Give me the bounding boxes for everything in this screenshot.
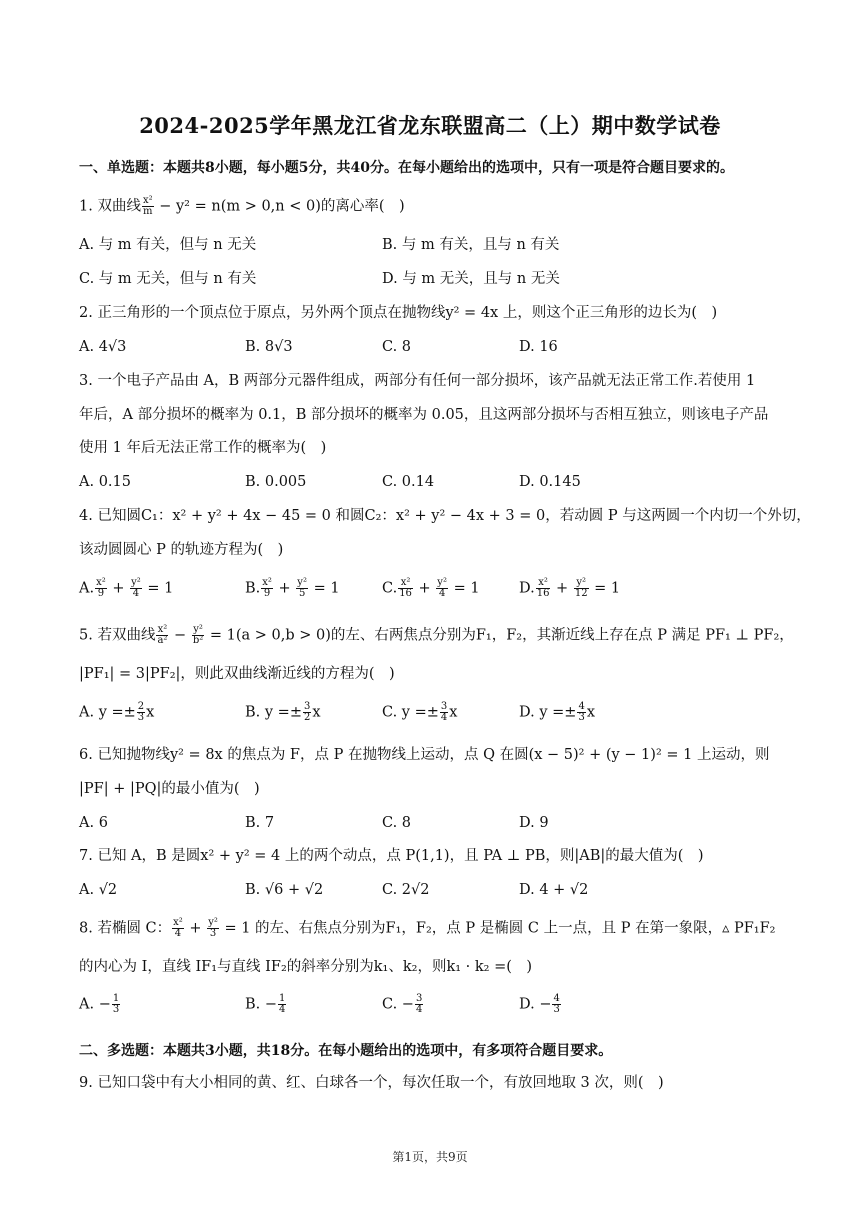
q3-option-b[interactable]: B. 0.005	[245, 474, 307, 490]
q5-option-b[interactable]: B. y =± $\frac{3}{2}$ x	[245, 701, 321, 723]
question-3-line-1: 3. 一个电子产品由 A，B 两部分元器件组成，两部分有任何一部分损坏，该产品就无法正常工作.若使用 1	[79, 373, 756, 389]
q1-option-d[interactable]: D. 与 m 无关，且与 n 无关	[382, 271, 560, 287]
question-8-line-2: 的内心为 I，直线 IF₁与直线 IF₂的斜率分别为k₁、k₂，则k₁ · k₂ =( )	[79, 959, 533, 975]
q2-options	[79, 337, 799, 361]
q4-option-b[interactable]: B. $\frac{\text{x²}}{9}$ + $\frac{\text{y²}}{5}$ = 1	[245, 577, 340, 599]
section-multiple-choice-heading: 二、多选题：本题共3小题，共18分。在每小题给出的选项中，有多项符合题目要求。	[79, 1043, 613, 1059]
q1-prefix: 1. 双曲线	[79, 198, 141, 215]
question-7: 7. 已知 A，B 是圆x² + y² = 4 上的两个动点，点 P(1,1)，且 PA ⊥ PB，则|AB|的最大值为( )	[79, 848, 704, 864]
q8-option-d[interactable]: D. − $\frac{4}{3}$	[519, 993, 560, 1015]
q6-option-c[interactable]: C. 8	[382, 815, 412, 831]
question-5-line-2: |PF₁| = 3|PF₂|，则此双曲线渐近线的方程为( )	[79, 666, 395, 682]
question-4-line-1: 4. 已知圆C₁：x² + y² + 4x − 45 = 0 和圆C₂：x² + y² − 4x + 3 = 0，若动圆 P 与这两圆一个内切一个外切，	[79, 508, 811, 524]
q4-option-c[interactable]: C. $\frac{\text{x²}}{16}$ + $\frac{\text{y²}}{4}$ = 1	[382, 577, 480, 599]
q3-options	[79, 472, 799, 496]
q8-option-a[interactable]: A. − $\frac{1}{3}$	[79, 993, 120, 1015]
q1-option-b[interactable]: B. 与 m 有关，且与 n 有关	[382, 237, 560, 253]
q5-options	[79, 702, 799, 726]
q7-option-c[interactable]: C. 2√2	[382, 882, 430, 898]
question-2: 2. 正三角形的一个顶点位于原点，另外两个顶点在抛物线y² = 4x 上，则这个正三角形的边长为( )	[79, 305, 718, 321]
q8-option-c[interactable]: C. − $\frac{3}{4}$	[382, 993, 423, 1015]
q8-option-b[interactable]: B. − $\frac{1}{4}$	[245, 993, 286, 1015]
q6-option-b[interactable]: B. 7	[245, 815, 275, 831]
question-6-line-1: 6. 已知抛物线y² = 8x 的焦点为 F，点 P 在抛物线上运动，点 Q 在圆(x − 5)² + (y − 1)² = 1 上运动，则	[79, 747, 770, 763]
q2-option-b[interactable]: B. 8√3	[245, 339, 293, 355]
q2-option-c[interactable]: C. 8	[382, 339, 412, 355]
q1-options-row2	[79, 269, 799, 293]
q5-option-d[interactable]: D. y =± $\frac{4}{3}$ x	[519, 701, 595, 723]
page-title: 2024-2025学年黑龙江省龙东联盟高二（上）期中数学试卷	[139, 113, 721, 138]
question-8-line-1: 8. 若椭圆 C： $\frac{\text{x²}}{4}$ + $\frac{\text{y²}}{3}$ = 1 的左、右焦点分别为F₁，F₂，点 P 是椭圆 C 上一点，且 P 在第一象限，▵ PF₁F₂	[79, 917, 776, 939]
q7-options	[79, 880, 799, 904]
question-6-line-2: |PF| + |PQ|的最小值为( )	[79, 781, 260, 797]
q7-option-d[interactable]: D. 4 + √2	[519, 882, 589, 898]
section-single-choice-heading: 一、单选题：本题共8小题，每小题5分，共40分。在每小题给出的选项中，只有一项是符合题目要求的。	[79, 160, 734, 176]
q1-option-a[interactable]: A. 与 m 有关，但与 n 无关	[79, 237, 257, 253]
q6-options	[79, 813, 799, 837]
q4-option-d[interactable]: D. $\frac{\text{x²}}{16}$ + $\frac{\text{y²}}{12}$ = 1	[519, 577, 621, 599]
question-1	[79, 196, 789, 217]
q3-option-a[interactable]: A. 0.15	[79, 474, 131, 490]
question-3-line-2: 年后，A 部分损坏的概率为 0.1，B 部分损坏的概率为 0.05，且这两部分损坏与否相互独立，则该电子产品	[79, 407, 769, 423]
q6-option-d[interactable]: D. 9	[519, 815, 549, 831]
q6-option-a[interactable]: A. 6	[79, 815, 108, 831]
q5-option-c[interactable]: C. y =± $\frac{3}{4}$ x	[382, 701, 458, 723]
q8-options	[79, 994, 799, 1018]
q7-option-b[interactable]: B. √6 + √2	[245, 882, 324, 898]
q2-option-a[interactable]: A. 4√3	[79, 339, 127, 355]
q5-option-a[interactable]: A. y =± $\frac{2}{3}$ x	[79, 701, 155, 723]
q7-option-a[interactable]: A. √2	[79, 882, 118, 898]
q1-options-row1	[79, 235, 799, 259]
q3-option-d[interactable]: D. 0.145	[519, 474, 581, 490]
question-5-line-1: 5. 若双曲线 $\frac{\text{x²}}{\text{a²}}$ − $\frac{\text{y²}}{\text{b²}}$ = 1(a > 0,b > 0)的左、右两焦点分别为F₁，F₂，其渐近线上存在点 P 满足 PF₁ ⊥ PF₂，	[79, 624, 794, 646]
page-number: 第1页，共9页	[392, 1150, 468, 1164]
q3-option-c[interactable]: C. 0.14	[382, 474, 435, 490]
question-4-line-2: 该动圆圆心 P 的轨迹方程为( )	[79, 542, 284, 558]
q1-text: − y² = n(m > 0,n < 0)的离心率( )	[154, 198, 405, 215]
q4-option-a[interactable]: A. $\frac{\text{x²}}{9}$ + $\frac{\text{y²}}{4}$ = 1	[79, 577, 174, 599]
q2-option-d[interactable]: D. 16	[519, 339, 558, 355]
question-3-line-3: 使用 1 年后无法正常工作的概率为( )	[79, 440, 327, 456]
q1-option-c[interactable]: C. 与 m 无关，但与 n 有关	[79, 271, 257, 287]
question-9: 9. 已知口袋中有大小相同的黄、红、白球各一个，每次任取一个，有放回地取 3 次，则( )	[79, 1075, 664, 1091]
q4-options	[79, 578, 799, 602]
q1-fraction: $\frac{\text{x²}}{m}$	[142, 195, 153, 217]
